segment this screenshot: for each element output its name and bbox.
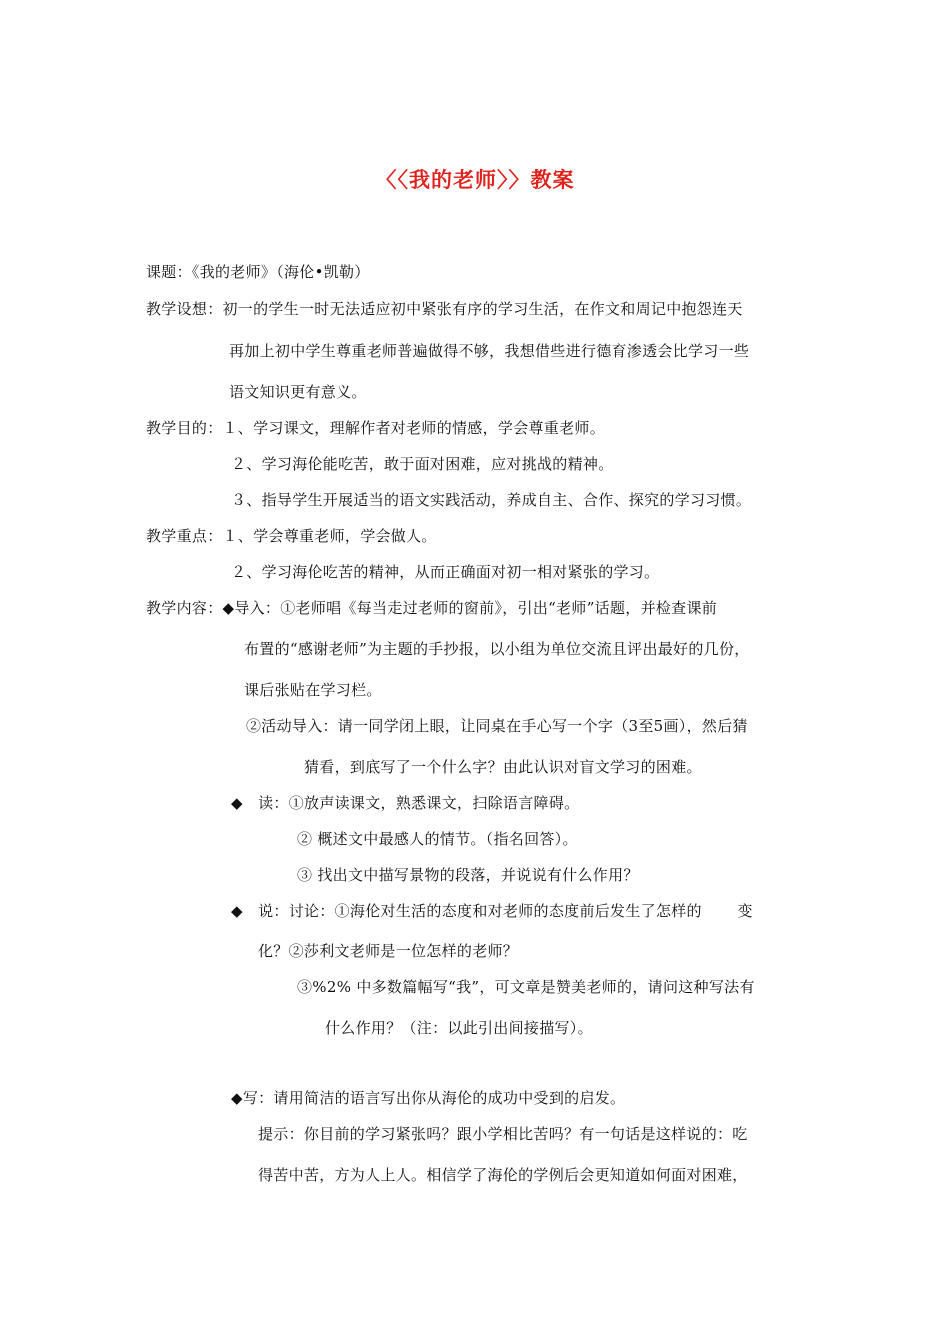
text-line: 什么作用？（注：以此引出间接描写）。 <box>325 1019 593 1037</box>
text-line: 化？②莎利文老师是一位怎样的老师？ <box>258 942 519 960</box>
text-line: ３、指导学生开展适当的语文实践活动，养成自主、合作、探究的学习习惯。 <box>231 491 752 509</box>
text-line: ② 概述文中最感人的情节。（指名回答）。 <box>297 830 578 848</box>
text-line: 猜看，到底写了一个什么字？由此认识对盲文学习的困难。 <box>304 758 702 776</box>
text-line: ②活动导入：请一同学闭上眼，让同桌在手心写一个字（3至5画），然后猜 <box>246 717 748 735</box>
text-line: 语文知识更有意义。 <box>229 383 367 401</box>
text-line: 得苦中苦，方为人上人。相信学了海伦的学例后会更知道如何面对困难， <box>258 1166 748 1184</box>
text-line: ２、学习海伦能吃苦，敢于面对困难，应对挑战的精神。 <box>231 455 614 473</box>
text-line: ◆ 说：讨论：①海伦对生活的态度和对老师的态度前后发生了怎样的 变 <box>231 902 753 920</box>
text-line: 教学目的：１、学习课文，理解作者对老师的情感，学会尊重老师。 <box>146 419 606 437</box>
text-line: 课题：《我的老师》（海伦•凯勒） <box>146 263 370 281</box>
text-line: 布置的“感谢老师”为主题的手抄报，以小组为单位交流且评出最好的几份， <box>244 640 750 658</box>
text-line: 教学设想：初一的学生一时无法适应初中紧张有序的学习生活，在作文和周记中抱怨连天 <box>146 300 743 318</box>
text-line: ③%2% 中多数篇幅写“我”，可文章是赞美老师的，请问这种写法有 <box>297 978 755 996</box>
text-line: 教学内容：◆导入：①老师唱《每当走过老师的窗前》，引出“老师”话题，并检查课前 <box>146 599 718 617</box>
document-title: 〈〈我的老师〉〉教案 <box>375 168 575 192</box>
text-line: 教学重点：１、学会尊重老师，学会做人。 <box>146 527 437 545</box>
text-line: ◆写：请用简洁的语言写出你从海伦的成功中受到的启发。 <box>231 1089 626 1107</box>
text-line: ◆ 读：①放声读课文，熟悉课文，扫除语言障碍。 <box>231 794 580 812</box>
text-line: 课后张贴在学习栏。 <box>244 681 382 699</box>
text-line: ③ 找出文中描写景物的段落，并说说有什么作用？ <box>297 866 639 884</box>
text-line: 再加上初中学生尊重老师普遍做得不够，我想借些进行德育渗透会比学习一些 <box>229 342 750 360</box>
text-line: ２、学习海伦吃苦的精神，从而正确面对初一相对紧张的学习。 <box>231 563 660 581</box>
text-line: 提示：你目前的学习紧张吗？跟小学相比苦吗？有一句话是这样说的：吃 <box>258 1125 748 1143</box>
